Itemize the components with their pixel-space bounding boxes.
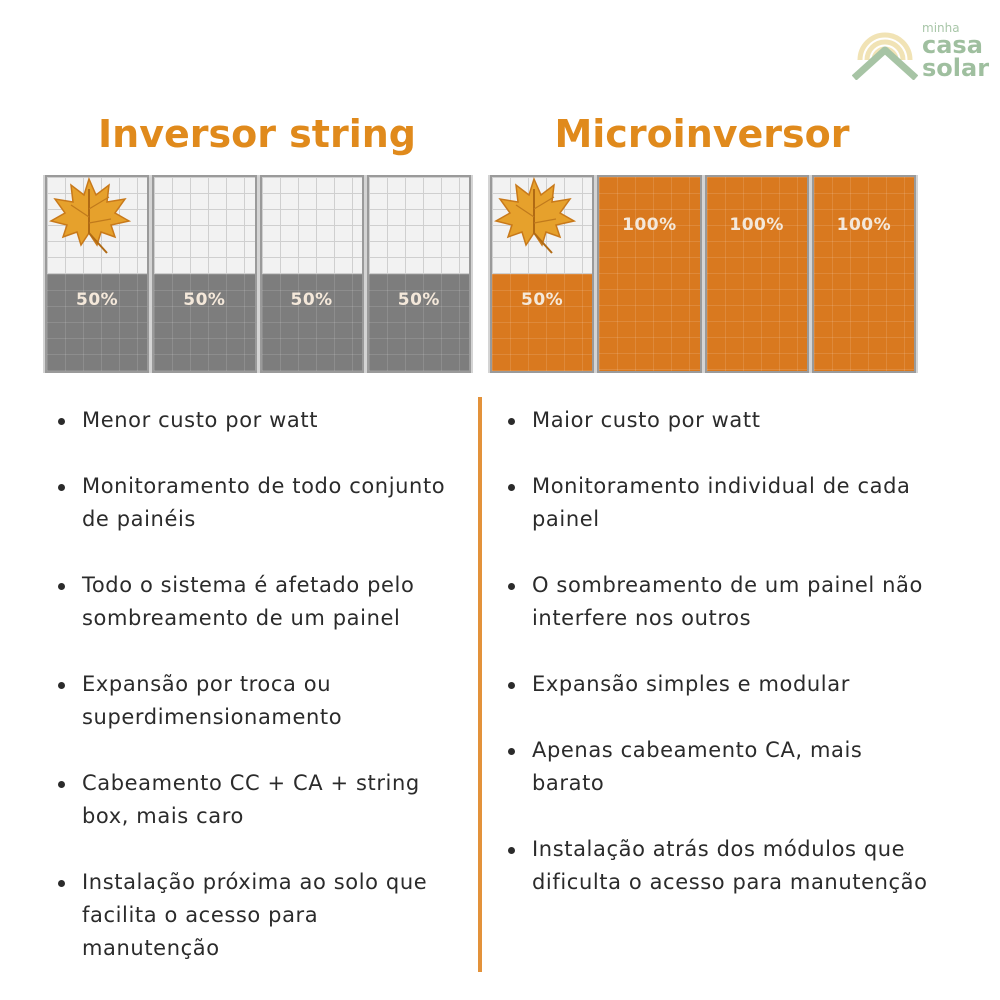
- list-item: Menor custo por watt: [58, 404, 463, 437]
- list-item: Apenas cabeamento CA, mais barato: [508, 734, 928, 800]
- panel-output-fill: [262, 274, 362, 371]
- brand-logo: [852, 16, 990, 82]
- panel-output-label: 100%: [836, 215, 892, 235]
- left-column-title: Inversor string: [98, 112, 416, 156]
- panel-output-fill: [814, 177, 914, 371]
- microinverter-features: [508, 404, 928, 899]
- solar-panel: [812, 175, 916, 373]
- sun-house-icon: [852, 20, 918, 80]
- solar-panel: [152, 175, 256, 373]
- maple-leaf-icon: [49, 175, 131, 259]
- panel-output-fill: [707, 177, 807, 371]
- list-item: Instalação próxima ao solo que facilita o acesso para manutenção: [58, 866, 463, 965]
- right-column-title: Microinversor: [554, 112, 850, 156]
- solar-panel: [705, 175, 809, 373]
- panel-output-fill: [47, 274, 147, 371]
- panel-output-label: 100%: [622, 215, 677, 235]
- logo-text-solar: solar: [922, 54, 990, 82]
- string-inverter-features: [58, 404, 463, 965]
- solar-panel: [260, 175, 364, 373]
- logo-text-casa: casa: [922, 31, 983, 59]
- list-item: O sombreamento de um painel não interfere nos outros: [508, 569, 928, 635]
- panel-output-label: 50%: [521, 290, 564, 310]
- list-item: Expansão simples e modular: [508, 668, 928, 701]
- panel-output-label: 50%: [76, 290, 119, 310]
- solar-panel: [490, 175, 594, 373]
- microinverter-panels: [488, 175, 918, 373]
- column-divider: [478, 397, 482, 972]
- maple-leaf-icon: [494, 175, 576, 259]
- logo-text-minha: minha: [922, 21, 960, 35]
- panel-output-label: 50%: [183, 290, 226, 310]
- string-inverter-panels: [43, 175, 473, 373]
- solar-panel: [597, 175, 701, 373]
- list-item: Monitoramento de todo conjunto de painéis: [58, 470, 463, 536]
- list-item: Maior custo por watt: [508, 404, 928, 437]
- list-item: Expansão por troca ou superdimensionamento: [58, 668, 463, 734]
- solar-panel: [367, 175, 471, 373]
- list-item: Instalação atrás dos módulos que dificulta o acesso para manutenção: [508, 833, 928, 899]
- solar-panel: [45, 175, 149, 373]
- list-item: Cabeamento CC + CA + string box, mais caro: [58, 767, 463, 833]
- panel-output-fill: [492, 274, 592, 371]
- panel-output-fill: [369, 274, 469, 371]
- panel-output-fill: [154, 274, 254, 371]
- panel-output-label: 100%: [729, 215, 784, 235]
- list-item: Todo o sistema é afetado pelo sombreamento de um painel: [58, 569, 463, 635]
- panel-output-fill: [599, 177, 699, 371]
- list-item: Monitoramento individual de cada painel: [508, 470, 928, 536]
- panel-output-label: 50%: [397, 290, 440, 310]
- panel-output-label: 50%: [290, 290, 333, 310]
